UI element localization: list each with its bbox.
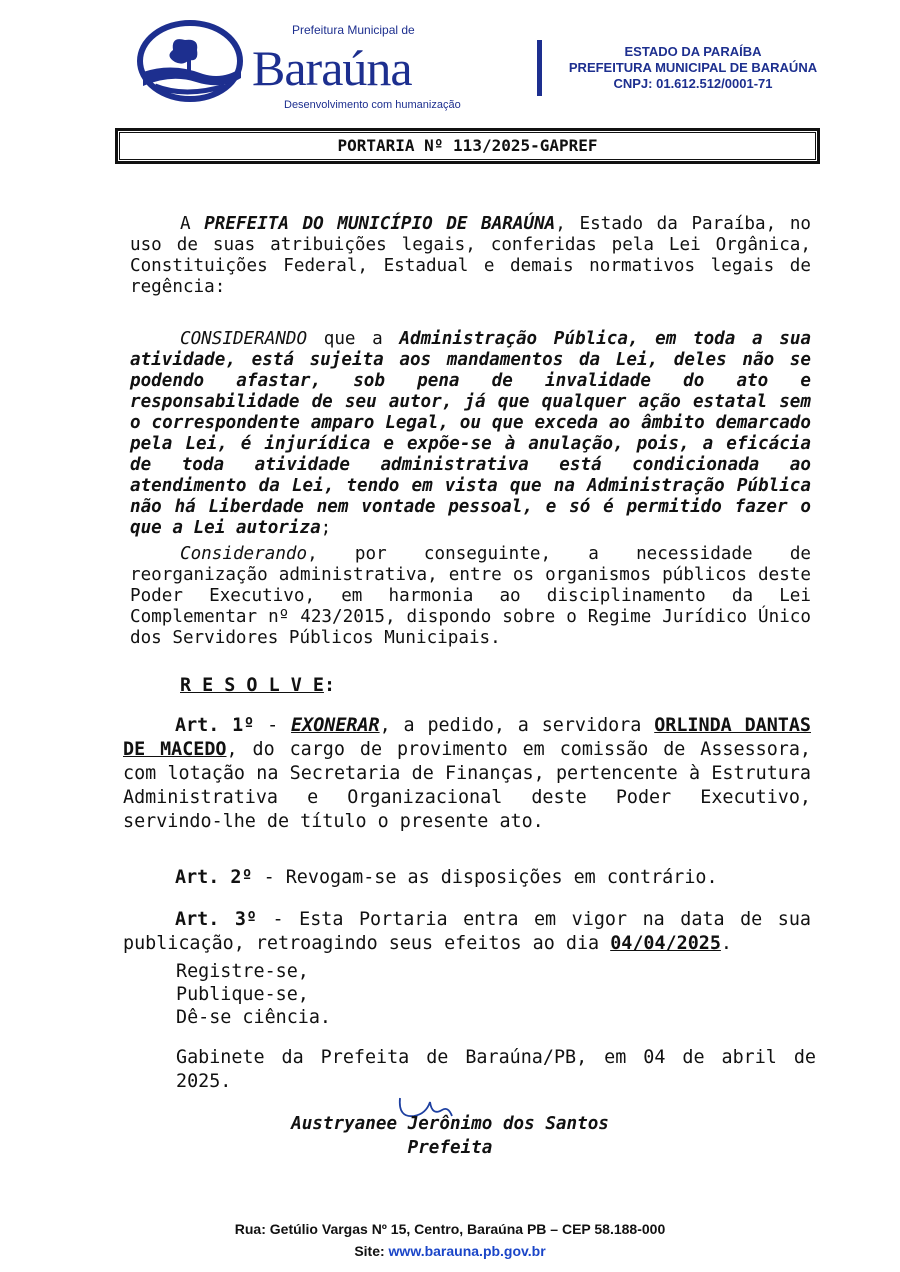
- resolve-colon: :: [323, 675, 336, 696]
- footer-site: [0, 1240, 900, 1262]
- art1-label: Art. 1º: [175, 715, 255, 736]
- closing-lines: [176, 960, 576, 1029]
- art1-action: EXONERAR: [291, 715, 380, 736]
- art1-mid: , a pedido, a servidora: [379, 715, 655, 736]
- art3-label: Art. 3º: [175, 909, 257, 930]
- considerando-1-paragraph: [130, 329, 811, 539]
- art3-text: - Esta Portaria entra em vigor na data de sua publicação, retroagindo seus efeitos ao dia: [123, 909, 811, 954]
- state-name: ESTADO DA PARAÍBA: [624, 44, 762, 59]
- site-link[interactable]: www.barauna.pb.gov.br: [388, 1243, 546, 1259]
- header-divider: [537, 40, 542, 96]
- considerando-lead: CONSIDERANDO: [180, 329, 308, 349]
- brand-name: Baraúna: [252, 40, 412, 96]
- art3-end: .: [720, 933, 732, 954]
- preamble-paragraph: [130, 214, 811, 298]
- article-2: [123, 866, 811, 890]
- considerando-end: ;: [320, 518, 332, 538]
- preamble-text: , Estado da Paraíba, no uso de suas atribuições legais, conferidas pela Lei Orgânica, Constituições Federal, Estadual e demais normativos legais de regência:: [130, 214, 812, 297]
- considerando-que: que a: [307, 329, 400, 349]
- footer-address: Rua: Getúlio Vargas Nº 15, Centro, Baraúna PB – CEP 58.188-000: [234, 1221, 666, 1237]
- closing-publique: Publique-se,: [176, 984, 309, 1005]
- considerando2-body: , por conseguinte, a necessidade de reorganização administrativa, entre os organismos públicos deste Poder Executivo, em harmonia ao disciplinamento da Lei Complementar nº 423/2015, dispondo sobre o Regime Jurídico Único dos Servidores Públicos Municipais.: [130, 544, 811, 648]
- article-3: [123, 908, 811, 956]
- place-date: Gabinete da Prefeita de Baraúna/PB, em 04 de abril de 2025.: [176, 1047, 816, 1092]
- municipal-logo-icon: [135, 20, 245, 102]
- document-title: PORTARIA Nº 113/2025-GAPREF: [115, 128, 820, 164]
- cnpj: CNPJ: 01.612.512/0001-71: [613, 76, 773, 91]
- site-label: Site:: [354, 1243, 389, 1259]
- article-1: [123, 714, 811, 834]
- signer-name: Austryanee Jerônimo dos Santos: [291, 1114, 609, 1134]
- brand-tagline: Desenvolvimento com humanização: [284, 99, 461, 111]
- considerando-body: Administração Pública, em toda a sua atividade, está sujeita aos mandamentos da Lei, deles não se podendo afastar, sob pena de invalidade do ato e responsabilidade de seu autor, já que qualquer ação estatal sem o correspondente amparo Legal, ou que exceda ao âmbito demarcado pela Lei, é injurídica e expõe-se à anulação, pois, a eficácia de toda atividade administrativa está condicionada ao atendimento da Lei, tendo em vista que na Administração Pública não há Liberdade nem vontade pessoal, e só é permitido fazer o que a Lei autoriza: [130, 329, 811, 538]
- considerando-2-paragraph: [130, 544, 811, 649]
- header-info: [548, 44, 838, 92]
- art1-text: , do cargo de provimento em comissão de Assessora, com lotação na Secretaria de Finanças, pertencente à Estrutura Administrativa e Organizacional deste Poder Executivo, servindo-lhe de título o presente ato.: [123, 739, 811, 832]
- authority: PREFEITA DO MUNICÍPIO DE BARAÚNA: [204, 214, 556, 234]
- prefecture-name: PREFEITURA MUNICIPAL DE BARAÚNA: [568, 60, 818, 75]
- servant-name: ORLINDA DANTAS DE MACEDO: [123, 715, 811, 760]
- closing-registre: Registre-se,: [176, 961, 309, 982]
- preamble-a: A: [180, 214, 205, 234]
- signer-role: Prefeita: [407, 1138, 493, 1158]
- art2-label: Art. 2º: [175, 867, 253, 888]
- resolve-heading: [180, 675, 861, 696]
- effective-date: 04/04/2025: [610, 933, 721, 954]
- art2-text: - Revogam-se as disposições em contrário.: [252, 867, 718, 888]
- considerando2-lead: Considerando: [180, 544, 308, 564]
- closing-ciencia: Dê-se ciência.: [176, 1007, 332, 1028]
- art1-dash: -: [254, 715, 292, 736]
- footer: [0, 1218, 900, 1262]
- brand-small-text: Prefeitura Municipal de: [292, 23, 415, 37]
- signature-block: [0, 1112, 900, 1160]
- resolve-text: R E S O L V E: [180, 675, 324, 696]
